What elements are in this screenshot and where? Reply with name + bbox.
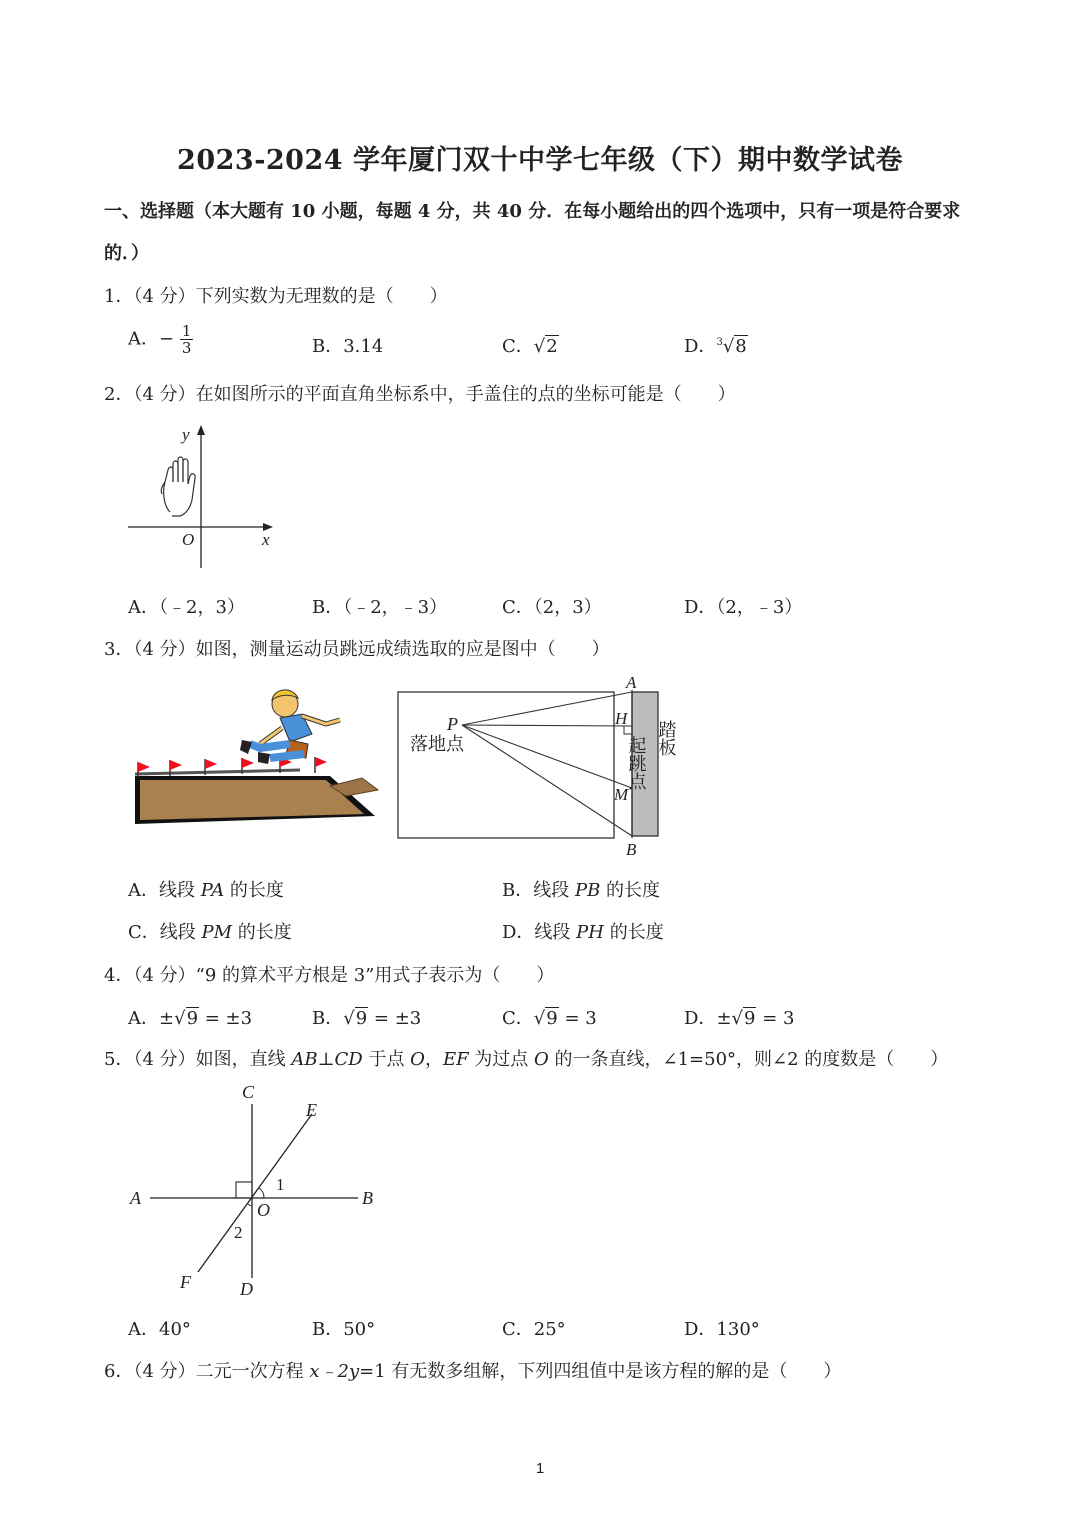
label-D: D (240, 1279, 253, 1299)
q4-option-b: B．√9 = ±3 (312, 1008, 422, 1029)
runway-rail (135, 770, 300, 774)
q3-jump-diagram (392, 672, 702, 862)
q4-option-d: D．±√9 = 3 (684, 1008, 795, 1029)
y-axis-arrow (197, 425, 205, 435)
label-M: M (614, 785, 629, 804)
q3-option-a: A．线段 PA 的长度 (128, 880, 284, 901)
page-title: 2023-2024 学年厦门双十中学七年级（下）期中数学试卷 (177, 145, 903, 176)
label-landing: 落地点 (410, 734, 464, 755)
label-O: O (257, 1200, 270, 1220)
pit-rectangle (398, 692, 614, 838)
label-B: B (362, 1188, 373, 1208)
q2-coordinate-figure (120, 420, 290, 575)
label-H: H (615, 709, 628, 728)
label-angle-2: 2 (234, 1223, 243, 1242)
question-2-stem: 2．（4 分）在如图所示的平面直角坐标系中，手盖住的点的坐标可能是（ ） (104, 384, 736, 405)
q2-option-c: C．（2，3） (502, 597, 602, 618)
long-jump-illustration (130, 684, 380, 834)
section-heading-cont: 的．） (104, 243, 149, 264)
label-B: B (626, 840, 637, 859)
question-6-stem: 6．（4 分）二元一次方程 x﹣2y=1 有无数多组解，下列四组值中是该方程的解的是（ ） (104, 1361, 842, 1382)
label-E: E (306, 1100, 317, 1120)
label-F: F (180, 1272, 191, 1292)
q4-option-a: A．±√9 = ±3 (128, 1008, 253, 1029)
right-angle-mark (236, 1182, 252, 1198)
label-A: A (626, 673, 637, 692)
label-A: A (130, 1188, 141, 1208)
q1-option-a: A．− $\frac{1}{3}$ (128, 322, 192, 357)
section-heading: 一、选择题（本大题有 10 小题，每题 4 分，共 40 分．在每小题给出的四个选项中，只有一项是符合要求 (104, 201, 961, 222)
q3-option-c: C．线段 PM 的长度 (128, 922, 292, 943)
q3-option-d: D．线段 PH 的长度 (502, 922, 664, 943)
q5-option-d: D．130° (684, 1319, 760, 1340)
label-P: P (447, 714, 458, 734)
x-label: x (262, 530, 270, 549)
hand-icon (161, 457, 195, 516)
angle-1-arc (259, 1188, 264, 1198)
label-takeoff: 起跳点 (625, 736, 647, 790)
label-board: 踏板 (655, 720, 677, 756)
q1-option-c: C．√2 (502, 336, 558, 357)
q2-option-b: B．（﹣2，﹣3） (312, 597, 448, 618)
question-3-stem: 3．（4 分）如图，测量运动员跳远成绩选取的应是图中（ ） (104, 639, 610, 660)
question-5-stem: 5．（4 分）如图，直线 AB⊥CD 于点 O，EF 为过点 O 的一条直线，∠1=50°，则∠2 的度数是（ ） (104, 1049, 949, 1070)
q2-option-d: D．（2，﹣3） (684, 597, 803, 618)
q2-option-a: A．（﹣2，3） (128, 597, 245, 618)
jumper-figure (240, 690, 340, 764)
q5-angle-figure (120, 1078, 390, 1303)
q5-option-b: B．50° (312, 1319, 376, 1340)
label-C: C (242, 1082, 255, 1102)
q4-option-c: C．√9 = 3 (502, 1008, 597, 1029)
origin-label: O (182, 530, 195, 549)
q5-option-c: C．25° (502, 1319, 566, 1340)
q5-option-a: A．40° (128, 1319, 191, 1340)
question-1-stem: 1．（4 分）下列实数为无理数的是（ ） (104, 286, 448, 307)
y-label: y (182, 425, 190, 444)
page-number: 1 (535, 1460, 545, 1477)
label-angle-1: 1 (276, 1175, 285, 1194)
q1-option-d: D．$^3$√8 (684, 336, 747, 357)
line-EF (198, 1114, 312, 1272)
q1-option-b: B．3.14 (312, 336, 384, 357)
q3-option-b: B．线段 PB 的长度 (502, 880, 661, 901)
question-4-stem: 4．（4 分）“9 的算术平方根是 3”用式子表示为（ ） (104, 965, 555, 986)
